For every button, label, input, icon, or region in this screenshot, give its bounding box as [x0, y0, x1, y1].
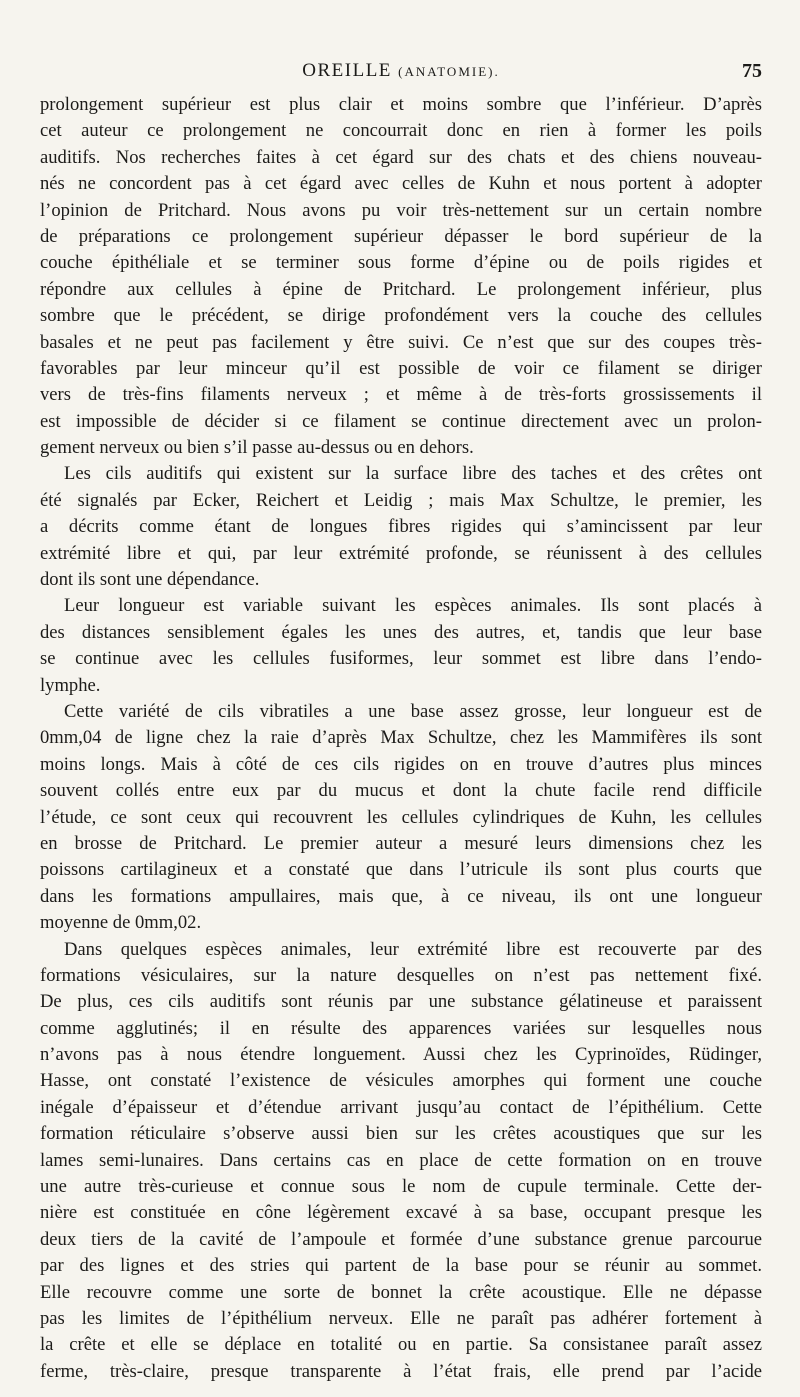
running-header: [40, 60, 762, 90]
text-line: l’étude, ce sont ceux qui recouvrent les cellules cylindriques de Kuhn, les cellules: [40, 806, 762, 828]
text-line: pas les limites de l’épithélium nerveux. Elle ne paraît pas adhérer fortement à: [40, 1307, 762, 1329]
running-title-sub: (ANATOMIE).: [398, 64, 500, 79]
text-line: l’opinion de Pritchard. Nous avons pu voir très-nettement sur un certain nombre: [40, 199, 762, 221]
text-line: formation réticulaire s’observe aussi bien sur les crêtes acoustiques que sur les: [40, 1123, 762, 1145]
text-line: Leur longueur est variable suivant les espèces animales. Ils sont placés à: [64, 595, 762, 617]
running-title: [40, 60, 762, 82]
text-line: sombre que le précédent, se dirige profondément vers la couche des cellules: [40, 305, 762, 327]
text-line: Les cils auditifs qui existent sur la surface libre des taches et des crêtes ont: [64, 463, 762, 485]
text-line: vers de très-fins filaments nerveux ; et même à de très-forts grossissements il: [40, 384, 762, 406]
text-line: couche épithéliale et se terminer sous forme d’épine ou de poils rigides et: [40, 252, 762, 274]
text-line: Elle recouvre comme une sorte de bonnet la crête acoustique. Elle ne dépasse: [40, 1281, 762, 1303]
page-number: 75: [742, 60, 762, 82]
text-line: nière est constituée en cône légèrement excavé à sa base, occupant presque les: [40, 1202, 762, 1224]
text-line: De plus, ces cils auditifs sont réunis par une substance gélatineuse et paraissent: [40, 991, 762, 1013]
text-line: dont ils sont une dépendance.: [40, 569, 260, 591]
text-line: lymphe.: [40, 674, 101, 696]
text-line: Dans quelques espèces animales, leur extrémité libre est recouverte par des: [64, 938, 762, 960]
text-line: gement nerveux ou bien s’il passe au-dessus ou en dehors.: [40, 437, 474, 459]
text-line: de préparations ce prolongement supérieur dépasser le bord supérieur de la: [40, 225, 762, 247]
text-line: Cette variété de cils vibratiles a une base assez grosse, leur longueur est de: [64, 700, 762, 722]
text-line: est impossible de décider si ce filament se continue directement avec un prolon-: [40, 410, 762, 432]
text-line: extrémité libre et qui, par leur extrémité profonde, se réunissent à des cellules: [40, 542, 762, 564]
text-line: se continue avec les cellules fusiformes, leur sommet est libre dans l’endo-: [40, 648, 762, 670]
text-line: auditifs. Nos recherches faites à cet égard sur des chats et des chiens nouveau-: [40, 146, 762, 168]
body-text: [40, 92, 762, 1385]
text-line: Hasse, ont constaté l’existence de vésicules amorphes qui forment une couche: [40, 1070, 762, 1092]
text-line: une autre très-curieuse et connue sous le nom de cupule terminale. Cette der-: [40, 1176, 762, 1198]
text-line: moyenne de 0mm,02.: [40, 912, 202, 934]
text-line: en brosse de Pritchard. Le premier auteur a mesuré leurs dimensions chez les: [40, 832, 762, 854]
text-line: souvent collés entre eux par du mucus et dont la chute facile rend difficile: [40, 780, 762, 802]
text-line: favorables par leur minceur qu’il est possible de voir ce filament se diriger: [40, 357, 762, 379]
text-line: comme agglutinés; il en résulte des apparences variées sur lesquelles nous: [40, 1017, 762, 1039]
text-line: des distances sensiblement égales les unes des autres, et, tandis que leur base: [40, 621, 762, 643]
text-line: moins longs. Mais à côté de ces cils rigides on en trouve d’autres plus minces: [40, 753, 762, 775]
text-line: répondre aux cellules à épine de Pritchard. Le prolongement inférieur, plus: [40, 278, 762, 300]
text-line: a décrits comme étant de longues fibres rigides qui s’amincissent par leur: [40, 516, 762, 538]
text-line: cet auteur ce prolongement ne concourrait donc en rien à former les poils: [40, 120, 762, 142]
text-line: lames semi-lunaires. Dans certains cas en place de cette formation on en trouve: [40, 1149, 762, 1171]
text-line: dans les formations ampullaires, mais que, à ce niveau, ils ont une longueur: [40, 885, 762, 907]
text-line: inégale d’épaisseur et d’étendue arrivant jusqu’au contact de l’épithélium. Cette: [40, 1096, 762, 1118]
text-line: été signalés par Ecker, Reichert et Leidig ; mais Max Schultze, le premier, les: [40, 489, 762, 511]
text-line: n’avons pas à nous étendre longuement. Aussi chez les Cyprinoïdes, Rüdinger,: [40, 1044, 762, 1066]
text-line: formations vésiculaires, sur la nature desquelles on n’est pas nettement fixé.: [40, 964, 762, 986]
running-title-main: OREILLE: [302, 60, 392, 81]
text-line: par des lignes et des stries qui partent de la base pour se réunir au sommet.: [40, 1255, 762, 1277]
text-line: prolongement supérieur est plus clair et moins sombre que l’inférieur. D’après: [40, 94, 762, 115]
text-line: 0mm,04 de ligne chez la raie d’après Max Schultze, chez les Mammifères ils sont: [40, 727, 762, 749]
text-line: deux tiers de la cavité de l’ampoule et formée d’une substance grenue parcourue: [40, 1228, 762, 1250]
text-line: basales et ne peut pas facilement y être suivi. Ce n’est que sur des coupes très-: [40, 331, 762, 353]
text-line: nés ne concordent pas à cet égard avec celles de Kuhn et nous portent à adopter: [40, 173, 762, 195]
text-line: ferme, très-claire, presque transparente à l’état frais, elle prend par l’acide: [40, 1360, 762, 1382]
text-line: la crête et elle se déplace en totalité ou en partie. Sa consistanee paraît assez: [40, 1334, 762, 1356]
text-line: poissons cartilagineux et a constaté que dans l’utricule ils sont plus courts que: [40, 859, 762, 881]
